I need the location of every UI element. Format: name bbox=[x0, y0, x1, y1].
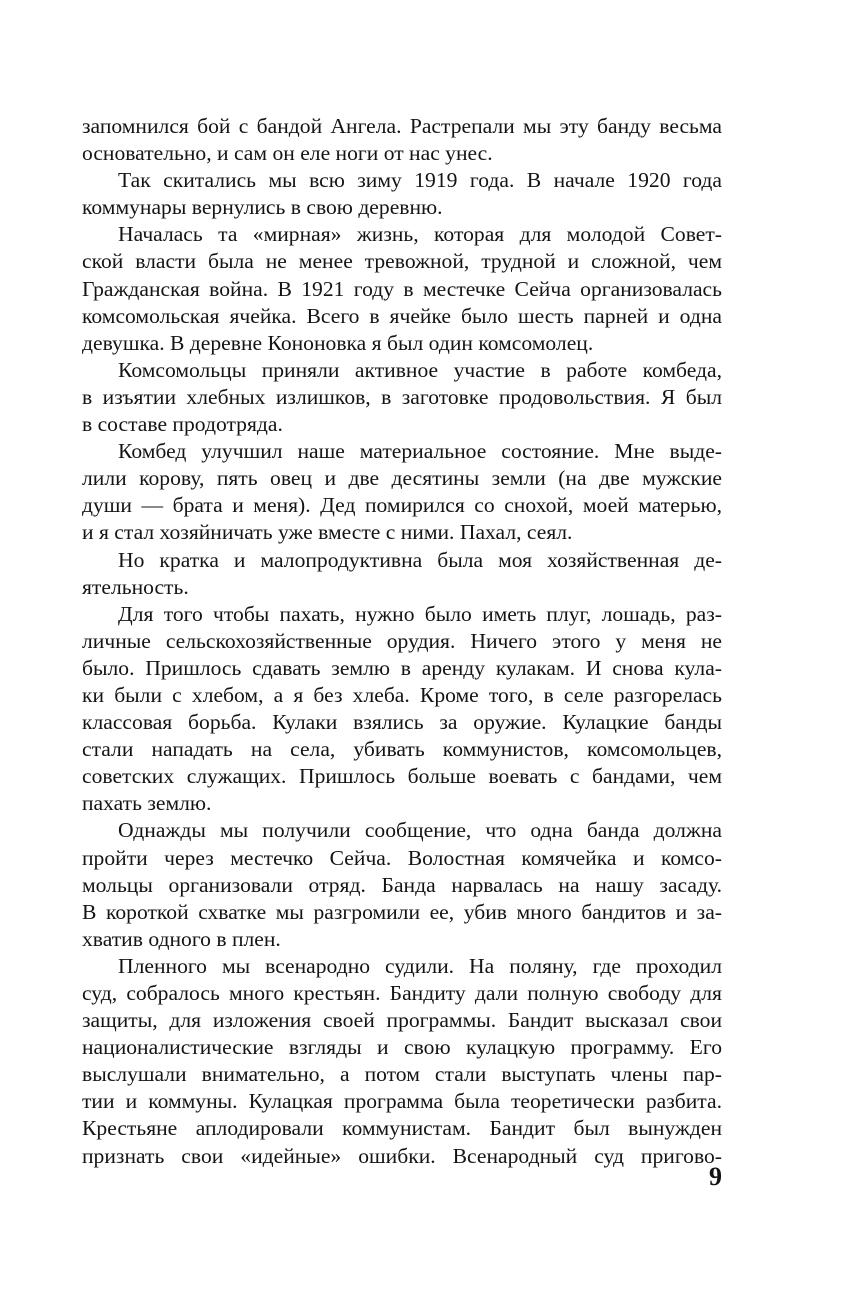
text-line: комсомольская ячейка. Всего в ячейке было шесть парней и одна bbox=[82, 303, 722, 328]
text-line: личные сельскохозяйственные орудия. Ничего этого у меня не bbox=[82, 628, 722, 653]
text-line: основательно, и сам он еле ноги от нас унес. bbox=[82, 141, 493, 166]
text-line: классовая борьба. Кулаки взялись за оружие. Кулацкие банды bbox=[82, 710, 722, 735]
text-line: Но кратка и малопродуктивна была моя хозяйственная де- bbox=[118, 547, 722, 572]
text-line: защиты, для изложения своей программы. Бандит высказал свои bbox=[82, 1008, 722, 1033]
page-number: 9 bbox=[709, 1162, 722, 1191]
text-line: в изъятии хлебных излишков, в заготовке продовольствия. Я был bbox=[82, 384, 722, 409]
text-line: пахать землю. bbox=[82, 791, 212, 816]
text-line: Однажды мы получили сообщение, что одна банда должна bbox=[118, 818, 722, 843]
text-line: девушка. В деревне Кононовка я был один комсомолец. bbox=[82, 330, 594, 355]
paragraph bbox=[82, 953, 722, 1170]
paragraph bbox=[82, 167, 722, 221]
text-line: ской власти была не менее тревожной, трудной и сложной, чем bbox=[82, 249, 722, 274]
text-line: пройти через местечко Сейча. Волостная комячейка и комсо- bbox=[82, 845, 722, 870]
text-line: признать свои «идейные» ошибки. Всенародный суд пригово- bbox=[82, 1143, 722, 1168]
text-line: было. Пришлось сдавать землю в аренду кулакам. И снова кула- bbox=[82, 655, 722, 680]
text-line: суд, собралось много крестьян. Бандиту дали полную свободу для bbox=[82, 981, 722, 1005]
text-line: Пленного мы всенародно судили. На поляну, где проходил bbox=[118, 953, 722, 978]
text-line: хватив одного в плен. bbox=[82, 926, 281, 951]
text-line: Так скитались мы всю зиму 1919 года. В начале 1920 года bbox=[118, 168, 722, 193]
paragraph bbox=[82, 357, 722, 438]
text-line: В короткой схватке мы разгромили ее, убив много бандитов и за- bbox=[82, 899, 722, 924]
text-line: стали нападать на села, убивать коммунистов, комсомольцев, bbox=[82, 737, 722, 762]
text-line: Гражданская война. В 1921 году в местечке Сейча организовалась bbox=[82, 276, 722, 301]
text-line: ятельность. bbox=[82, 574, 189, 599]
text-line: и я стал хозяйничать уже вместе с ними. Пахал, сеял. bbox=[82, 520, 573, 545]
text-line: тии и коммуны. Кулацкая программа была теоретически разбита. bbox=[82, 1089, 722, 1114]
text-line: коммунары вернулись в свою деревню. bbox=[82, 195, 443, 220]
paragraph bbox=[82, 547, 722, 601]
text-line: в составе продотряда. bbox=[82, 412, 283, 437]
text-line: Комсомольцы приняли активное участие в работе комбеда, bbox=[118, 357, 722, 382]
paragraph bbox=[82, 601, 722, 818]
text-line: советских служащих. Пришлось больше воевать с бандами, чем bbox=[82, 764, 722, 789]
text-line: мольцы организовали отряд. Банда нарвалась на нашу засаду. bbox=[82, 872, 722, 897]
text-line: Началась та «мирная» жизнь, которая для молодой Совет- bbox=[118, 222, 722, 247]
text-line: выслушали внимательно, а потом стали выступать члены пар- bbox=[82, 1062, 722, 1087]
text-line: Крестьяне аплодировали коммунистам. Бандит был вынужден bbox=[82, 1116, 722, 1141]
text-line: Комбед улучшил наше материальное состояние. Мне выде- bbox=[118, 439, 722, 464]
paragraph bbox=[82, 438, 722, 546]
paragraph bbox=[82, 817, 722, 952]
body-text bbox=[82, 113, 722, 1170]
text-line: души — брата и меня). Дед помирился со снохой, моей матерью, bbox=[82, 493, 722, 518]
text-line: националистические взгляды и свою кулацкую программу. Его bbox=[82, 1035, 722, 1060]
text-line: ки были с хлебом, а я без хлеба. Кроме того, в селе разгорелась bbox=[82, 682, 722, 707]
text-line: Для того чтобы пахать, нужно было иметь плуг, лошадь, раз- bbox=[118, 601, 722, 626]
text-line: лили корову, пять овец и две десятины земли (на две мужские bbox=[82, 466, 722, 491]
paragraph bbox=[82, 221, 722, 356]
paragraph bbox=[82, 113, 722, 167]
text-line: запомнился бой с бандой Ангела. Растрепали мы эту банду весьма bbox=[82, 114, 722, 138]
